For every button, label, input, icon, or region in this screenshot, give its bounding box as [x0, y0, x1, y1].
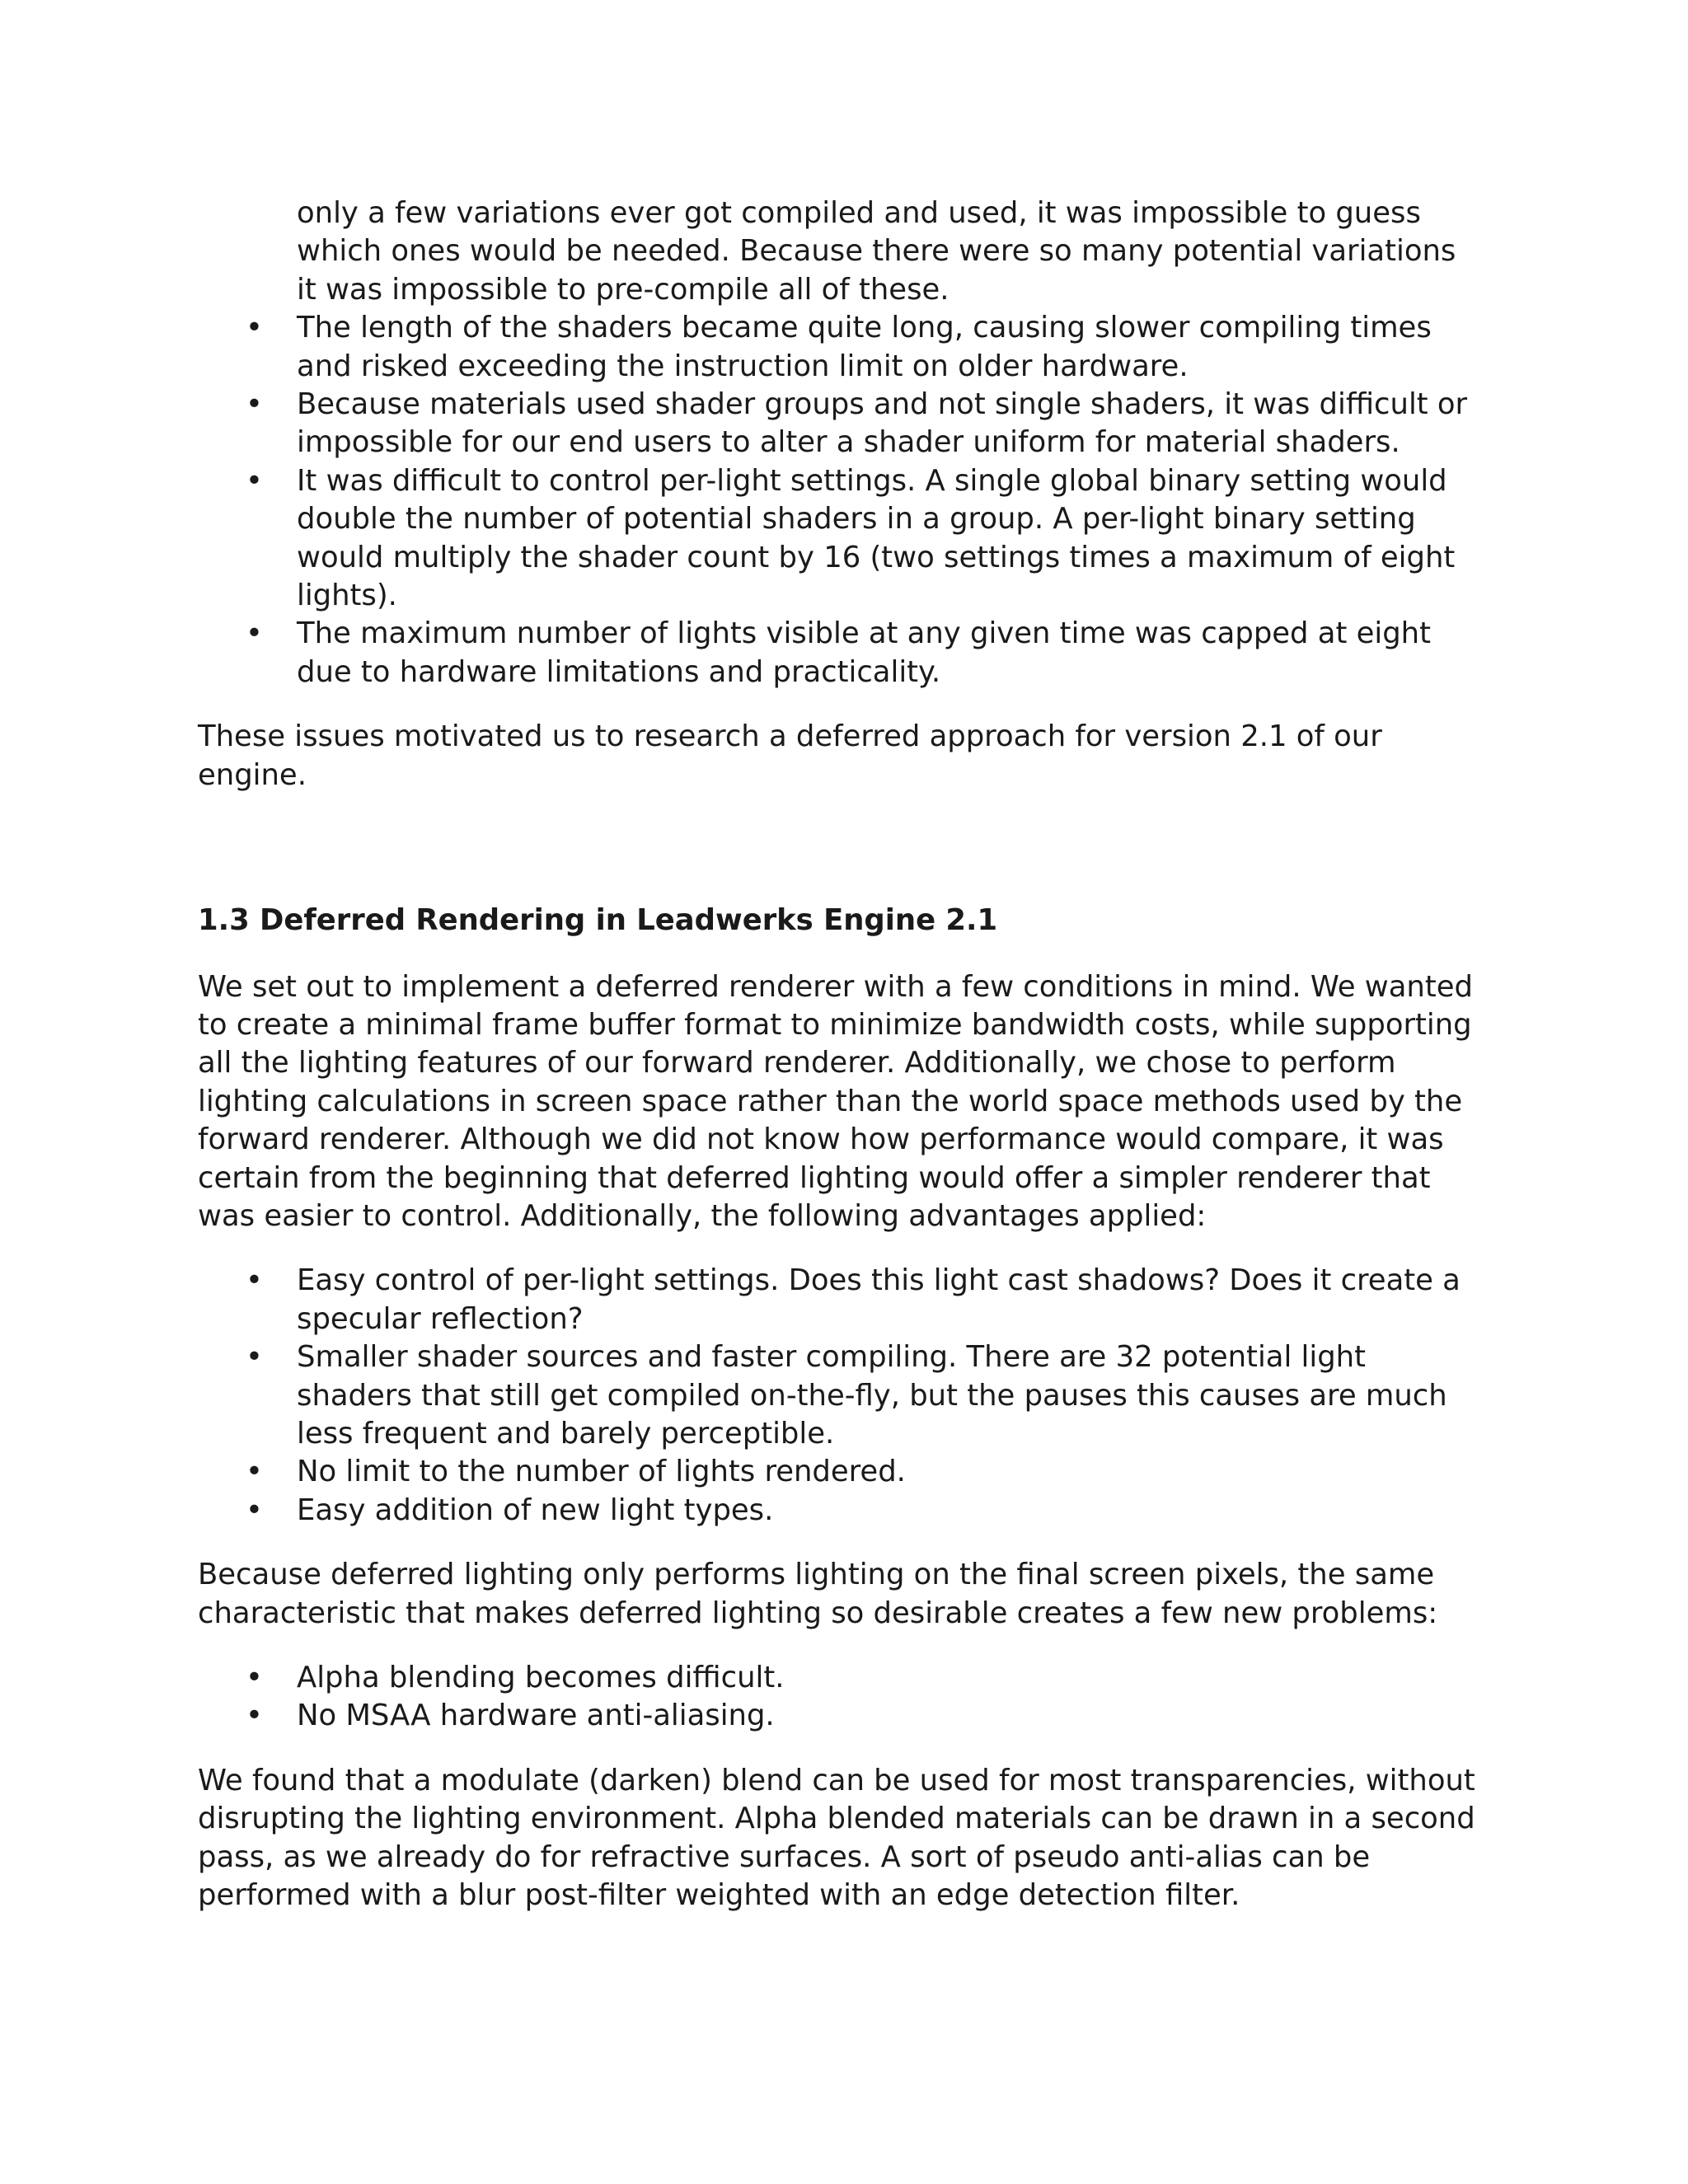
list-item-text: Because materials used shader groups and not single shaders, it was difficult or impossible for our end users to alter a shader uniform for material shaders. [297, 387, 1468, 460]
list-item-text: No limit to the number of lights rendered. [297, 1455, 906, 1489]
bullet-icon: • [246, 311, 263, 345]
problems-paragraph: Because deferred lighting only performs lighting on the final screen pixels, the same characteristic that makes deferred lighting so desirable creates a few new problems: [198, 1558, 1438, 1630]
solution-paragraph: We found that a modulate (darken) blend can be used for most transparencies, without disrupting the lighting environment. Alpha blended materials can be drawn in a second pass, as we already do for refractive surfaces. A sort of pseudo anti-alias can be performed with a blur post-filter weighted with an edge detection filter. [198, 1763, 1475, 1913]
spacer [198, 940, 1484, 968]
problems-list [198, 1659, 1484, 1736]
spacer [198, 1235, 1484, 1262]
list-item-text: Smaller shader sources and faster compiling. There are 32 potential light shaders that still get compiled on-the-fly, but the pauses this causes are much less frequent and barely perceptible. [297, 1340, 1447, 1451]
bullet-icon: • [246, 1493, 263, 1527]
spacer [198, 691, 1484, 718]
list-item-text: No MSAA hardware anti-aliasing. [297, 1699, 775, 1733]
intro-paragraph: We set out to implement a deferred renderer with a few conditions in mind. We wanted to create a minimal frame buffer format to minimize bandwidth costs, while supporting all the lighting features of our forward renderer. Additionally, we chose to perform lighting calculations in screen space rather than the world space methods used by the forward renderer. Although we did not know how performance would compare, it was certain from the beginning that deferred lighting would offer a simpler renderer that was easier to control. Additionally, the following advantages applied: [198, 969, 1473, 1233]
list-item [198, 1659, 1484, 1697]
list-item [198, 1492, 1484, 1530]
motivation-paragraph: These issues motivated us to research a deferred approach for version 2.1 of our engine. [198, 719, 1382, 792]
bullet-icon: • [246, 616, 263, 651]
bullet-icon: • [246, 1699, 263, 1733]
list-item-text: It was difficult to control per-light settings. A single global binary setting would double the number of potential shaders in a group. A per-light binary setting would multiply the shader count by 16 (two settings times a maximum of eight lights). [297, 463, 1456, 613]
list-item [198, 1338, 1484, 1453]
list-item-text: Easy control of per-light settings. Does this light cast shadows? Does it create a specular reflection? [297, 1263, 1461, 1336]
spacer [198, 1530, 1484, 1556]
list-item [198, 386, 1484, 462]
list-item-text: Alpha blending becomes difficult. [297, 1661, 785, 1694]
bullet-icon: • [246, 1263, 263, 1298]
bullet-icon: • [246, 1455, 263, 1489]
continuation-text: only a few variations ever got compiled and used, it was impossible to guess which ones would be needed. Because there were so many potential variations it was impossible to pre-compile all of these. [297, 196, 1456, 307]
bullet-icon: • [246, 463, 263, 498]
advantages-list [198, 1262, 1484, 1530]
list-item-text: The length of the shaders became quite long, causing slower compiling times and risked exceeding the instruction limit on older hardware. [297, 311, 1432, 383]
bullet-icon: • [246, 1661, 263, 1694]
list-item-text: Easy addition of new light types. [297, 1493, 774, 1527]
bullet-icon: • [246, 387, 263, 422]
document-page [198, 194, 1484, 1915]
section-heading: 1.3 Deferred Rendering in Leadwerks Engine 2.1 [198, 903, 998, 938]
issues-list [198, 309, 1484, 691]
bullet-icon: • [246, 1340, 263, 1375]
spacer [198, 1736, 1484, 1762]
list-item-text: The maximum number of lights visible at any given time was capped at eight due to hardware limitations and practicality. [297, 616, 1431, 689]
list-item [198, 462, 1484, 616]
spacer [198, 794, 1484, 902]
list-item [198, 615, 1484, 691]
spacer [198, 1633, 1484, 1659]
list-item [198, 1697, 1484, 1735]
list-item [198, 1262, 1484, 1338]
list-item [198, 309, 1484, 386]
list-item [198, 1453, 1484, 1491]
